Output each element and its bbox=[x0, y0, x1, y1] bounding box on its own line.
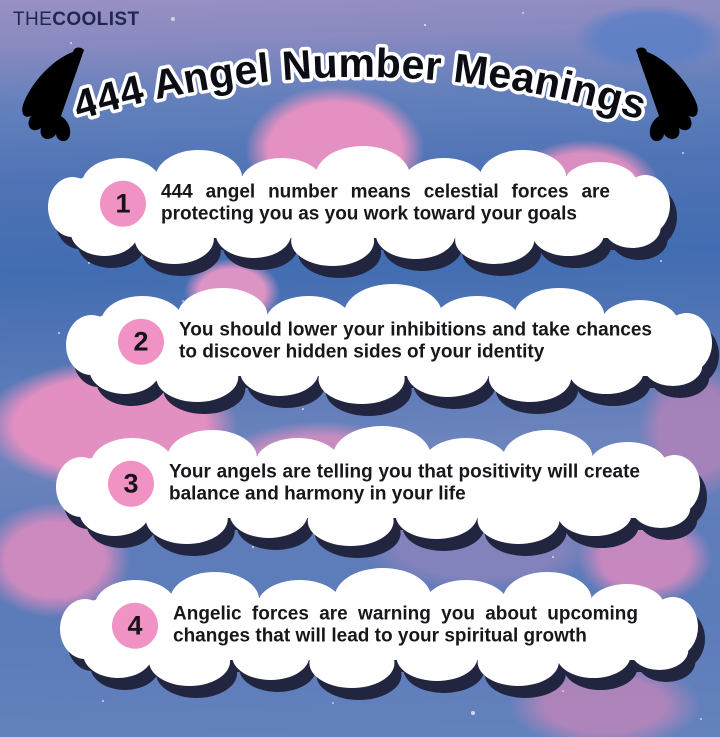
cloud-card-4 bbox=[60, 568, 698, 688]
star-specks bbox=[0, 0, 2, 2]
brand-prefix: THE bbox=[13, 9, 53, 30]
cloud-card-2 bbox=[66, 284, 712, 404]
cloud-card-1 bbox=[48, 146, 670, 266]
item-text: Your angels are telling you that positivity will create balance and harmony in your life bbox=[169, 461, 640, 505]
angel-wing-right-icon bbox=[618, 44, 710, 148]
brand-name: COOLIST bbox=[52, 9, 140, 30]
item-text: You should lower your inhibitions and take chances to discover hidden sides of your identity bbox=[179, 319, 652, 363]
page-title: 444 Angel Number Meanings bbox=[68, 39, 652, 129]
item-text: 444 angel number means celestial forces are protecting you as you work toward your goals bbox=[161, 181, 610, 225]
angel-wing-left-icon bbox=[10, 44, 102, 148]
number-badge: 4 bbox=[112, 603, 158, 649]
number-badge: 2 bbox=[118, 319, 164, 365]
item-text: Angelic forces are warning you about upcoming changes that will lead to your spiritual growth bbox=[173, 603, 638, 647]
number-badge: 3 bbox=[108, 461, 154, 507]
number-badge: 1 bbox=[100, 181, 146, 227]
svg-text:444 Angel Number Meanings bbox=[68, 40, 652, 129]
cloud-card-3 bbox=[56, 426, 700, 546]
